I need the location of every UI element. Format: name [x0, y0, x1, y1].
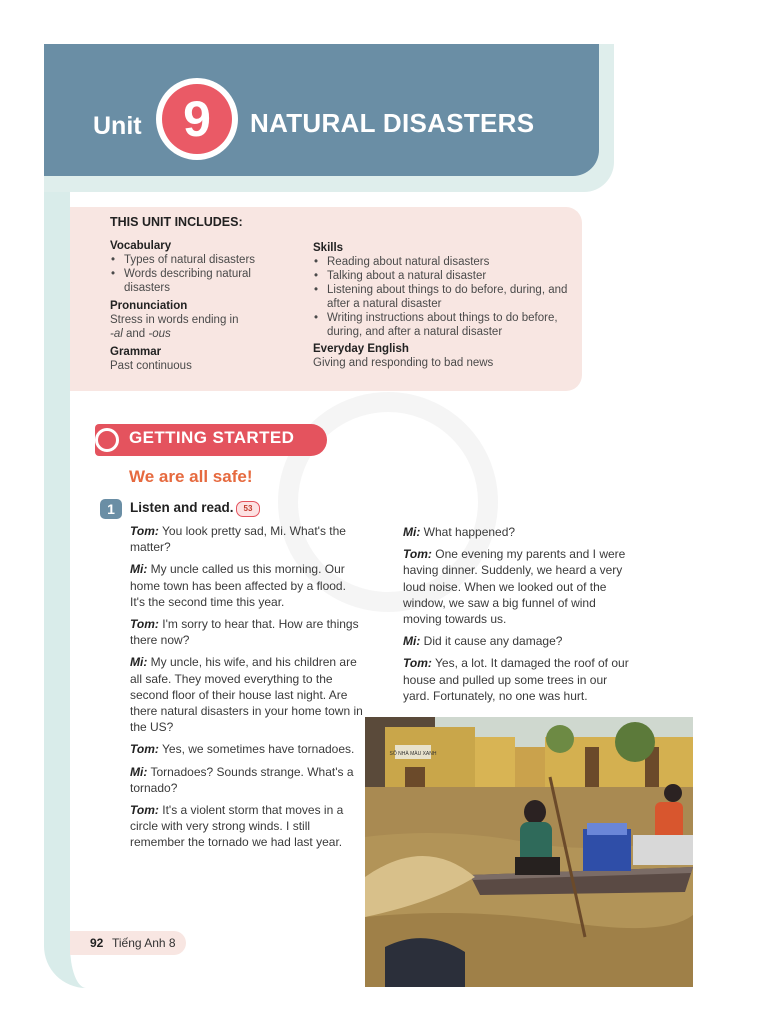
pronunciation-ending-al: -al: [110, 328, 123, 340]
vocabulary-list: [110, 253, 270, 295]
pronunciation-ending-ous: -ous: [148, 328, 171, 340]
book-title: Tiếng Anh 8: [112, 936, 176, 950]
includes-heading: THIS UNIT INCLUDES:: [110, 215, 243, 229]
speaker: Mi:: [403, 634, 421, 649]
exercise-number: 1: [100, 499, 122, 519]
section-label: GETTING STARTED: [129, 428, 295, 447]
dialogue-line: [403, 633, 635, 649]
vocabulary-item: • Types of natural disasters: [124, 253, 270, 267]
unit-number-badge: [156, 78, 238, 160]
lesson-subtitle: We are all safe!: [129, 467, 253, 486]
speaker: Tom:: [130, 524, 159, 538]
speaker: Tom:: [130, 617, 159, 632]
flood-photo: [365, 717, 693, 987]
dialogue-right-column: [403, 524, 635, 710]
speaker: Mi:: [130, 764, 148, 779]
flood-photo-illustration: [365, 717, 693, 987]
dialogue-line: [130, 741, 364, 757]
dialogue-line: [403, 655, 635, 704]
skills-item: • Reading about natural disasters: [327, 255, 575, 269]
pronunciation-text: [110, 313, 270, 341]
unit-banner: [44, 44, 614, 192]
speaker: Mi:: [130, 655, 148, 670]
dialogue-line: [130, 654, 364, 735]
speaker: Tom:: [403, 656, 432, 671]
speaker: Tom:: [130, 803, 159, 818]
line-text: My uncle, his wife, and his children are all safe. They moved everything to the second floor of their house last night. Are there natural disasters in your home town in the US?: [130, 655, 363, 735]
line-text: What happened?: [423, 525, 516, 539]
pronunciation-desc: Stress in words ending in: [110, 314, 239, 326]
dialogue-line: [130, 802, 364, 851]
line-text: Tornadoes? Sounds strange. What's a tornado?: [130, 764, 354, 795]
skills-item: • Talking about a natural disaster: [327, 269, 575, 283]
dialogue-line: [130, 561, 364, 610]
speaker: Tom:: [130, 742, 159, 757]
line-text: Yes, we sometimes have tornadoes.: [162, 742, 355, 757]
unit-title: NATURAL DISASTERS: [250, 108, 535, 138]
dialogue-line: [130, 523, 364, 555]
line-text: Did it cause any damage?: [423, 634, 563, 649]
unit-banner-inner: [44, 44, 599, 176]
grammar-label: Grammar: [110, 346, 162, 358]
unit-word: Unit: [93, 112, 142, 140]
shop-sign: SỐ NHÀ MÀU XANH: [389, 751, 437, 757]
dialogue-line: [130, 616, 364, 648]
grammar-text: Past continuous: [110, 360, 192, 372]
skills-label: Skills: [313, 242, 344, 254]
skills-list: [313, 255, 575, 339]
includes-column-left: [110, 237, 270, 373]
line-text: It's a violent storm that moves in a circle with very strong winds. I still remember the tornado we had last year.: [130, 803, 344, 850]
pointing-hand-icon: [95, 428, 119, 452]
dialogue-left-column: [130, 523, 364, 857]
speaker: Mi:: [403, 525, 421, 539]
skills-item: • Writing instructions about things to do before, during, and after a natural disaster: [327, 311, 575, 339]
page-number: 92: [90, 936, 104, 950]
line-text: One evening my parents and I were having dinner. Suddenly, we heard a very loud noise. When we looked out of the window, we saw a big funnel of wind moving towards us.: [403, 547, 626, 627]
dialogue-line: [403, 524, 635, 540]
unit-includes-box: [70, 207, 582, 391]
everyday-english-label: Everyday English: [313, 343, 409, 355]
skills-item: • Listening about things to do before, during, and after a natural disaster: [327, 283, 575, 311]
line-text: I'm sorry to hear that. How are things there now?: [130, 617, 359, 648]
speaker: Mi:: [130, 562, 148, 577]
dialogue-line: [130, 764, 364, 796]
pronunciation-label: Pronunciation: [110, 300, 188, 312]
vocabulary-item: • Words describing natural disasters: [124, 267, 270, 295]
dialogue-line: [403, 546, 635, 627]
everyday-english-text: Giving and responding to bad news: [313, 357, 494, 369]
pronunciation-and: and: [125, 328, 146, 340]
includes-column-right: [313, 239, 575, 370]
line-text: You look pretty sad, Mi. What's the matter?: [130, 524, 346, 555]
audio-track-icon[interactable]: 53: [236, 501, 260, 517]
exercise-title: Listen and read.: [130, 500, 234, 515]
line-text: My uncle called us this morning. Our home town has been affected by a flood. It's the second time this year.: [130, 562, 346, 609]
line-text: Yes, a lot. It damaged the roof of our house and pulled up some trees in our yard. Fortunately, no one was hurt.: [403, 656, 629, 703]
vocabulary-label: Vocabulary: [110, 240, 172, 252]
page-footer: [70, 931, 186, 955]
speaker: Tom:: [403, 547, 432, 562]
unit-number: 9: [162, 84, 232, 154]
